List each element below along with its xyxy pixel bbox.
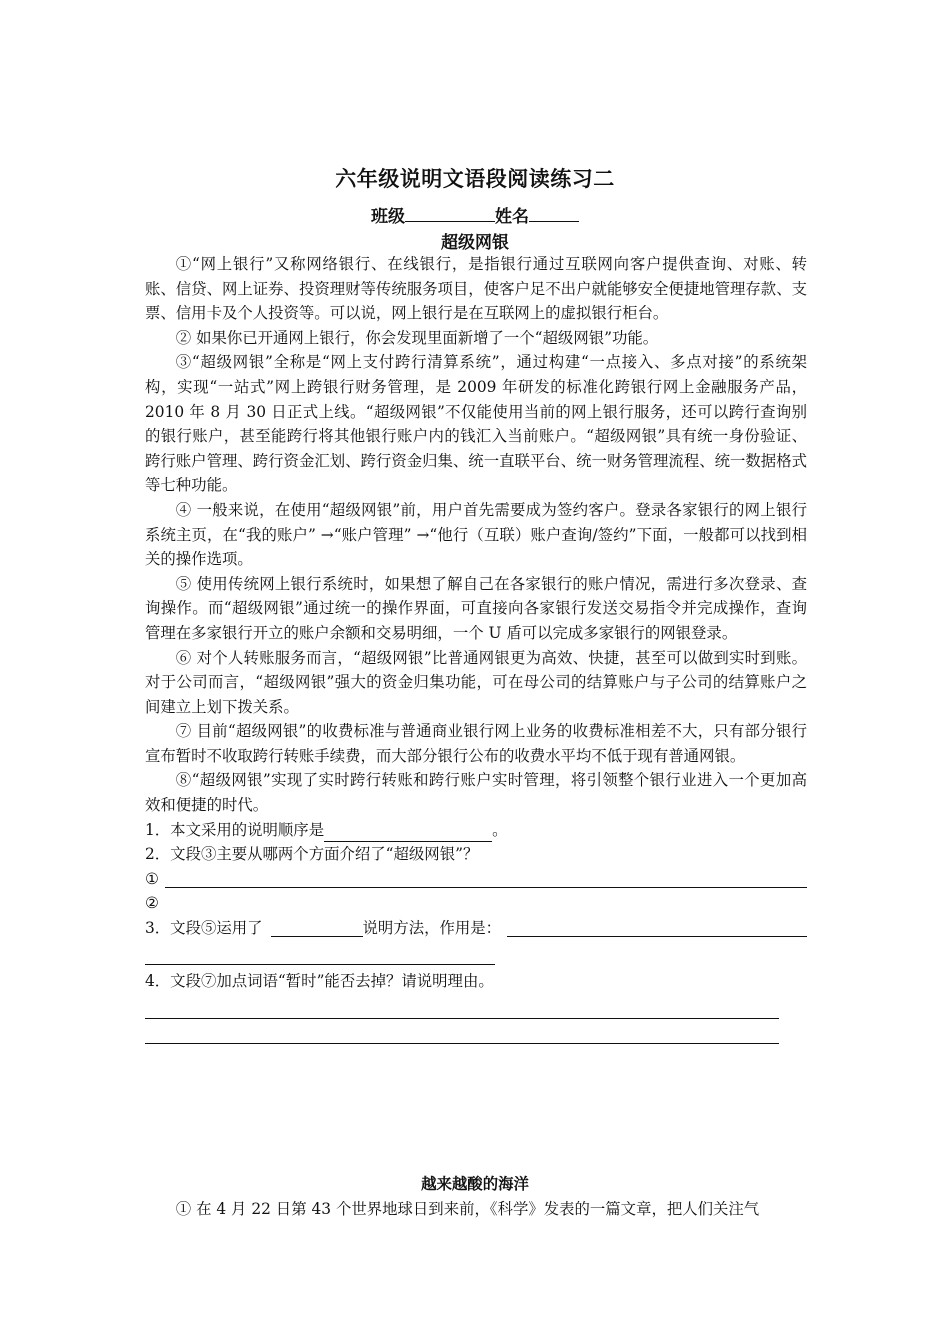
question-3-continued	[145, 941, 807, 966]
paragraph-6: ⑥ 对个人转账服务而言，“超级网银”比普通网银更为高效、快捷，甚至可以做到实时到账。对于公司而言，“超级网银”强大的资金归集功能，可在母公司的结算账户与子公司的结算账户之间建立上划下拨关系。	[145, 648, 807, 716]
question-3-method-blank[interactable]	[271, 916, 363, 937]
question-1	[145, 818, 807, 843]
article2-paragraph-1: ① 在 4 月 22 日第 43 个世界地球日到来前，《科学》发表的一篇文章，把人们关注气	[175, 1200, 760, 1218]
paragraph-5: ⑤ 使用传统网上银行系统时，如果想了解自己在各家银行的账户情况，需进行多次登录、查询操作。而“超级网银”通过统一的操作界面，可直接向各家银行发送交易指令并完成操作，查询管理在多家银行开立的账户余额和交易明细，一个 U 盾可以完成多家银行的网银登录。	[145, 574, 807, 642]
question-3-effect-blank-2[interactable]	[145, 944, 495, 965]
question-2-answer-1-blank[interactable]	[165, 867, 807, 888]
question-2-answer-1	[145, 867, 807, 892]
article1-title: 超级网银	[441, 233, 509, 253]
question-2-answer-2	[145, 891, 807, 916]
class-blank[interactable]	[405, 205, 495, 222]
paragraph-2: ② 如果你已开通网上银行，你会发现里面新增了一个“超级网银”功能。	[175, 328, 659, 347]
name-blank[interactable]	[529, 205, 579, 222]
paragraph-7: ⑦ 目前“超级网银”的收费标准与普通商业银行网上业务的收费标准相差不大，只有部分银行宣布暂时不收取跨行转账手续费，而大部分银行公布的收费水平均不低于现有普通网银。	[145, 722, 807, 765]
paragraph-4: ④ 一般来说，在使用“超级网银”前，用户首先需要成为签约客户。登录各家银行的网上银行系统主页，在“我的账户” →“账户管理” →“他行（互联）账户查询/签约”下面，一般都可以找到相关的操作选项。	[145, 500, 807, 569]
question-1-end: 。	[492, 820, 508, 839]
article1-body	[145, 252, 807, 1044]
question-3-text: 3．文段⑤运用了	[145, 919, 263, 938]
question-2: 2．文段③主要从哪两个方面介绍了“超级网银”？	[145, 845, 479, 864]
answer-mark-2: ②	[145, 894, 159, 913]
question-4: 4．文段⑦加点词语“暂时”能否去掉？请说明理由。	[145, 972, 494, 991]
article2-body	[145, 1197, 807, 1222]
question-4-answer-line-1[interactable]	[145, 994, 779, 1019]
paragraph-8: ⑧“超级网银”实现了实时跨行转账和跨行账户实时管理，将引领整个银行业进入一个更加高效和便捷的时代。	[145, 771, 807, 815]
question-1-answer-blank[interactable]	[324, 823, 492, 842]
question-3-middle: 说明方法，作用是：	[362, 919, 502, 938]
paragraph-1: ①“网上银行”又称网络银行、在线银行，是指银行通过互联网向客户提供查询、对账、转账、信贷、网上证券、投资理财等传统服务项目，使客户足不出户就能够安全便捷地管理存款、支票、信用卡及个人投资等。可以说，网上银行是在互联网上的虚拟银行柜台。	[145, 255, 807, 323]
article2-title: 越来越酸的海洋	[421, 1175, 529, 1193]
question-1-text: 1．本文采用的说明顺序是	[145, 820, 325, 839]
question-3-effect-blank[interactable]	[507, 916, 807, 937]
answer-mark-1: ①	[145, 869, 159, 888]
class-name-line	[0, 202, 950, 227]
question-4-answer-lines	[145, 994, 779, 1044]
question-3	[145, 916, 807, 941]
name-label: 姓名	[495, 207, 529, 227]
class-label: 班级	[371, 207, 405, 227]
question-4-answer-line-2[interactable]	[145, 1019, 779, 1044]
paragraph-3: ③“超级网银”全称是“网上支付跨行清算系统”，通过构建“一点接入、多点对接”的系统架构，实现“一站式”网上跨银行财务管理，是 2009 年研发的标准化跨银行网上金融服务产品，2010 年 8 月 30 日正式上线。“超级网银”不仅能使用当前的网上银行服务，还可以跨行查询别的银行账户，甚至能跨行将其他银行账户内的钱汇入当前账户。“超级网银”具有统一身份验证、跨行账户管理、跨行资金汇划、跨行资金归集、统一直联平台、统一财务管理流程、统一数据格式等七种功能。	[145, 353, 807, 495]
worksheet-title: 六年级说明文语段阅读练习二	[335, 166, 615, 191]
